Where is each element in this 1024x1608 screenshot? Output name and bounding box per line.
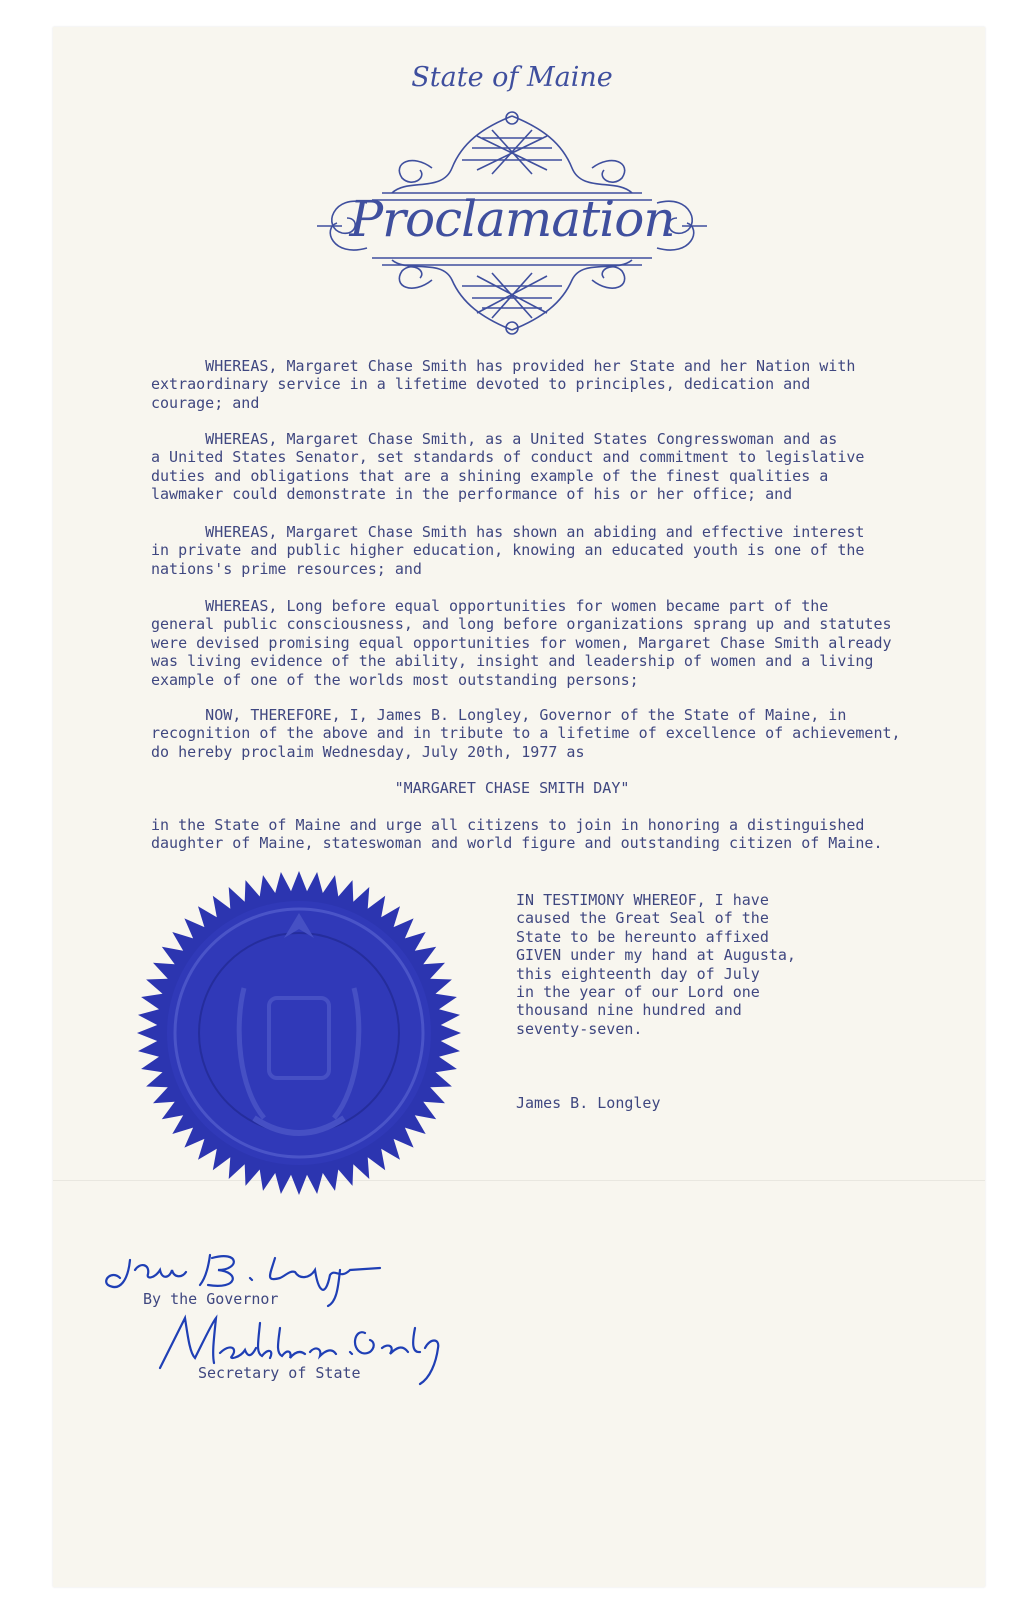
closing-paragraph: in the State of Maine and urge all citizens to join in honoring a distinguished daughter of Maine, stateswoman and world figure and outstanding citizen of Maine. — [151, 816, 883, 853]
great-seal-icon — [134, 868, 464, 1198]
whereas-paragraph-2: WHEREAS, Margaret Chase Smith, as a United States Congresswoman and as a United States Senator, set standards of conduct and commitment to legislative duties and obligations that are a shining example of the finest qualities a lawmaker could demonstrate in the performance of his or her office; and — [151, 430, 865, 504]
whereas-paragraph-3: WHEREAS, Margaret Chase Smith has shown an abiding and effective interest in private and public higher education, knowing an educated youth is one of the nations's prime resources; and — [151, 523, 865, 578]
whereas-paragraph-1: WHEREAS, Margaret Chase Smith has provided her State and her Nation with extraordinary service in a lifetime devoted to principles, dedication and courage; and — [151, 357, 856, 412]
therefore-paragraph: NOW, THEREFORE, I, James B. Longley, Governor of the State of Maine, in recognition of the above and in tribute to a lifetime of excellence of achievement, do hereby proclaim Wednesday, July 20th, 1977 as — [151, 706, 901, 761]
secretary-caption: Secretary of State — [198, 1364, 361, 1382]
signer-name: James B. Longley — [516, 1094, 661, 1112]
proclamation-title: Proclamation — [349, 190, 675, 248]
governor-caption: By the Governor — [143, 1290, 279, 1308]
proclaimed-day: "MARGARET CHASE SMITH DAY" — [394, 779, 630, 797]
proclamation-banner — [312, 108, 712, 338]
state-title: State of Maine — [411, 62, 613, 93]
whereas-paragraph-4: WHEREAS, Long before equal opportunities for women became part of the general public consciousness, and long before organizations sprang up and statutes were devised promising equal opportunities for women, Margaret Chase Smith already was living evidence of the ability, insight and leadership of women and a living example of one of the worlds most outstanding persons; — [151, 597, 892, 689]
testimony-block: IN TESTIMONY WHEREOF, I have caused the Great Seal of the State to be hereunto affixed GIVEN under my hand at Augusta, this eighteenth day of July in the year of our Lord one thousand nine hundred and seventy-seven. — [516, 891, 796, 1038]
